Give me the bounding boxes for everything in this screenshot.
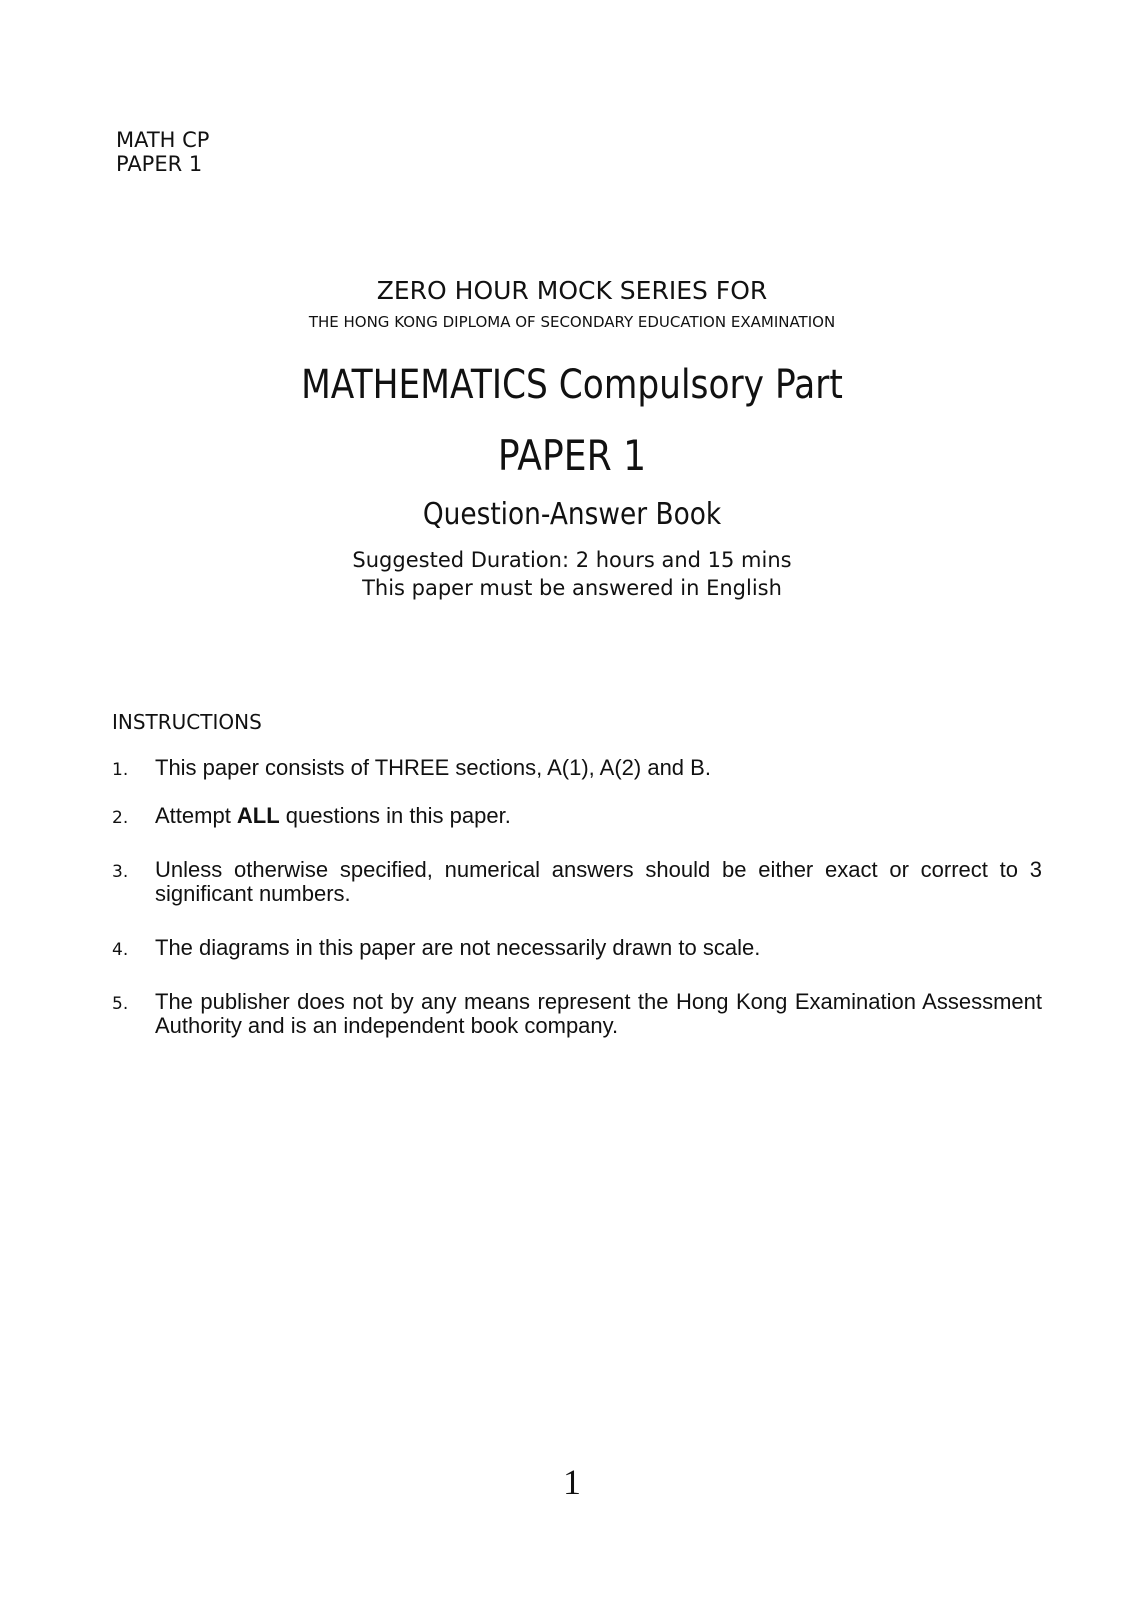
instruction-text: This paper consists of THREE sections, A(1), A(2) and B. [155, 755, 711, 780]
corner-label [116, 128, 209, 176]
instruction-text: The diagrams in this paper are not necessarily drawn to scale. [155, 935, 761, 960]
language-text: This paper must be answered in English [362, 576, 782, 600]
instruction-number: 4. [112, 940, 129, 960]
instructions-heading: INSTRUCTIONS [112, 710, 262, 734]
duration-text: Suggested Duration: 2 hours and 15 mins [352, 548, 792, 572]
instruction-number: 1. [112, 760, 129, 780]
main-title: MATHEMATICS Compulsory Part [301, 362, 843, 408]
instruction-number: 2. [112, 808, 129, 828]
instruction-number: 3. [112, 862, 129, 882]
paper-code: PAPER 1 [116, 152, 203, 176]
instruction-number: 5. [112, 994, 129, 1014]
book-title: Question-Answer Book [422, 497, 722, 532]
paper-title: PAPER 1 [497, 431, 647, 480]
subject-code: MATH CP [116, 128, 210, 152]
series-subtitle: THE HONG KONG DIPLOMA OF SECONDARY EDUCATION EXAMINATION [308, 313, 836, 331]
instruction-text-prefix: Attempt [155, 803, 237, 828]
page-number: 1 [563, 1462, 581, 1502]
instruction-text [155, 804, 1042, 828]
series-title: ZERO HOUR MOCK SERIES FOR [376, 276, 768, 305]
instruction-emphasis: ALL [236, 803, 280, 828]
instruction-text: Unless otherwise specified, numerical answers should be either exact or correct to 3 significant numbers. [155, 857, 1042, 906]
instruction-text: The publisher does not by any means represent the Hong Kong Examination Assessment Authority and is an independent book company. [155, 989, 1042, 1038]
instruction-text-suffix: questions in this paper. [279, 803, 511, 828]
